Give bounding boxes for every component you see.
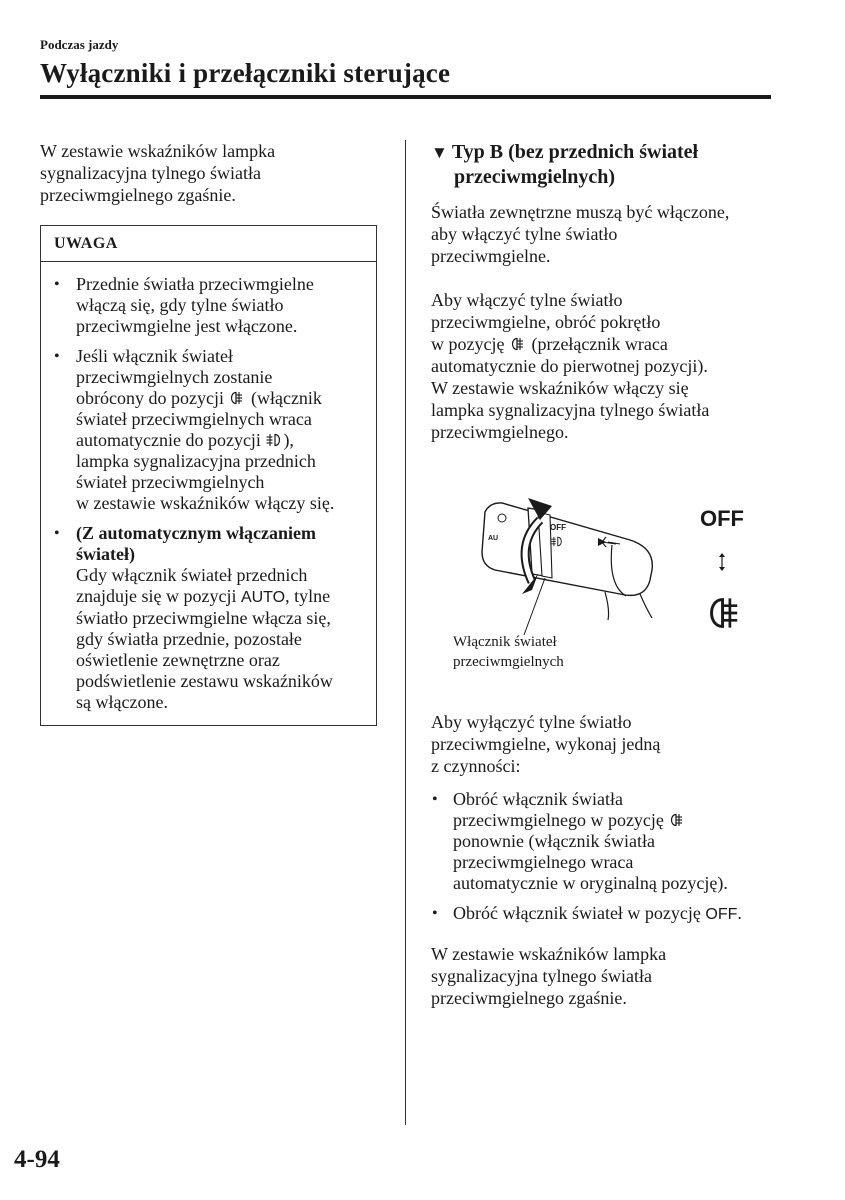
text-line: znajduje się w pozycji AUTO, tylne (76, 586, 331, 606)
column-divider (405, 140, 406, 1125)
text-line: przeciwmgielne, obróć pokrętło (431, 312, 661, 332)
text-line: • Jeśli włącznik świateł (76, 346, 233, 366)
text-line: z czynności: (431, 756, 521, 776)
text-line: świateł przeciwmgielnych wraca (76, 409, 312, 429)
text-line: przeciwmgielne. (431, 246, 551, 266)
text-line: światło przeciwmgielne włącza się, (76, 608, 331, 628)
text-line: Aby włączyć tylne światło (431, 290, 623, 310)
note-list (41, 262, 376, 713)
rear-fog-light-icon (703, 594, 747, 632)
text-line: • (Z automatycznym włączaniem (76, 523, 316, 543)
intro-paragraph (40, 140, 380, 206)
text-line: W zestawie wskaźników lampka (40, 141, 276, 161)
text-line: podświetlenie zestawu wskaźników (76, 671, 333, 691)
text-line: Światła zewnętrzne muszą być włączone, (431, 202, 730, 222)
off-position-text: OFF (705, 906, 738, 923)
paragraph-3 (431, 711, 791, 777)
subsection-heading: ▼ Typ B (bez przednich świateł przeciwmgielnych) (431, 141, 699, 188)
section-label: Podczas jazdy (40, 37, 119, 52)
text-line: W zestawie wskaźników lampka (431, 944, 667, 964)
step-item (431, 789, 791, 894)
stalk-auto-label: AU (488, 535, 499, 542)
text-line: oświetlenie zewnętrzne oraz (76, 650, 280, 670)
text-line: Aby wyłączyć tylne światło (431, 712, 632, 732)
off-position-label: OFF (700, 506, 744, 531)
auto-position-label: AUTO (240, 589, 286, 606)
title-rule (40, 95, 771, 99)
text-line: W zestawie wskaźników włączy się (431, 378, 689, 398)
text-line: przeciwmgielnego zgaśnie. (431, 988, 627, 1008)
text-line: • Przednie światła przeciwmgielne (76, 274, 314, 294)
front-fog-light-icon (265, 433, 283, 447)
text-line: są włączone. (76, 692, 168, 712)
rear-fog-light-icon (509, 337, 527, 351)
text-line: w zestawie wskaźników włączy się. (76, 493, 335, 513)
note-heading: UWAGA (41, 226, 376, 262)
text-line: obrócony do pozycji (włącznik (76, 388, 322, 408)
text-line: przeciwmgielne jest włączone. (76, 316, 298, 336)
text-line: świateł przeciwmgielnych (76, 472, 265, 492)
text-line: włączą się, gdy tylne światło (76, 295, 284, 315)
text-line: przeciwmgielnego wraca (453, 852, 634, 872)
step-item: • Obróć włącznik świateł w pozycję OFF. (431, 903, 791, 925)
note-box (40, 225, 377, 726)
text-line: przeciwmgielnego. (431, 422, 569, 442)
text-line: gdy światła przednie, pozostałe (76, 629, 302, 649)
text-line: lampka sygnalizacyjna przednich (76, 451, 316, 471)
note-item (41, 346, 376, 514)
toggle-arrow (721, 552, 723, 570)
note-item (41, 274, 376, 337)
text-line: automatycznie do pozycji ), (76, 430, 294, 450)
text-line: przeciwmgielnego zgaśnie. (40, 185, 236, 205)
paragraph-1 (431, 201, 791, 267)
triangle-marker: ▼ (431, 143, 448, 162)
paragraph-2 (431, 289, 791, 443)
note-item (41, 523, 376, 713)
fog-switch-figure (440, 490, 780, 680)
text-line: Gdy włącznik świateł przednich (76, 565, 308, 585)
off-steps-list (431, 789, 791, 934)
text-line: przeciwmgielnych zostanie (76, 367, 273, 387)
page-title: Wyłączniki i przełączniki sterujące (40, 58, 451, 88)
text-line: ponownie (włącznik światła (453, 831, 655, 851)
rear-fog-light-icon (668, 813, 686, 827)
text-line: • Obróć włącznik światła (453, 789, 623, 809)
text-line: sygnalizacyjna tylnego światła (431, 966, 652, 986)
text-line: aby włączyć tylne światło (431, 224, 618, 244)
rear-fog-light-icon (228, 391, 246, 405)
text-line: przeciwmgielne, wykonaj jedną (431, 734, 661, 754)
text-line: przeciwmgielnego w pozycję (453, 810, 791, 831)
stalk-off-label: OFF (550, 523, 566, 532)
text-line: lampka sygnalizacyjna tylnego światła (431, 400, 710, 420)
text-line: sygnalizacyjna tylnego światła (40, 163, 261, 183)
text-line: w pozycję (przełącznik wraca (431, 334, 668, 354)
page-number: 4-94 (14, 1146, 60, 1173)
text-line: automatycznie w oryginalną pozycję). (453, 873, 728, 893)
figure-caption: Włącznik świateł przeciwmgielnych (453, 634, 564, 670)
text-line: automatycznie do pierwotnej pozycji). (431, 356, 708, 376)
text-line: świateł) (76, 544, 135, 564)
paragraph-4 (431, 943, 791, 1009)
